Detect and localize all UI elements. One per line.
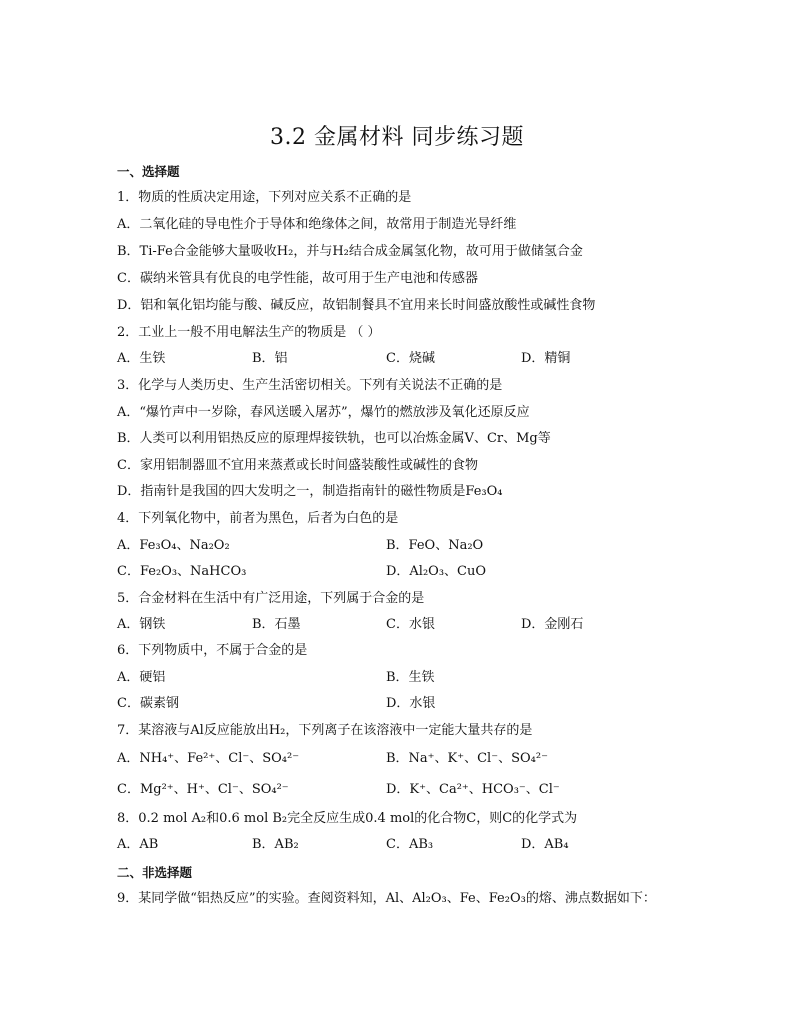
question-3-stem: 3．化学与人类历史、生产生活密切相关。下列有关说法不正确的是: [117, 378, 503, 393]
question-7-option-a: A．NH₄⁺、Fe²⁺、Cl⁻、SO₄²⁻: [117, 751, 300, 766]
question-8-option-b: B．AB₂: [252, 837, 299, 852]
question-1-option-a: A．二氧化硅的导电性介于导体和绝缘体之间，故常用于制造光导纤维: [117, 217, 517, 232]
question-1-stem: 1．物质的性质决定用途，下列对应关系不正确的是: [117, 190, 412, 205]
section-heading-choice: 一、选择题: [117, 164, 180, 179]
question-6-option-b: B．生铁: [386, 670, 435, 685]
question-4-option-d: D．Al₂O₃、CuO: [386, 564, 487, 579]
question-7-stem: 7．某溶液与Al反应能放出H₂，下列离子在该溶液中一定能大量共存的是: [117, 723, 533, 738]
question-4-option-b: B．FeO、Na₂O: [386, 538, 484, 553]
question-2-option-b: B．铝: [252, 351, 288, 366]
question-6-stem: 6．下列物质中，不属于合金的是: [117, 643, 308, 658]
question-4-option-a: A．Fe₃O₄、Na₂O₂: [117, 538, 230, 553]
question-5-option-b: B．石墨: [252, 617, 301, 632]
question-7-option-d: D．K⁺、Ca²⁺、HCO₃⁻、Cl⁻: [386, 782, 560, 797]
question-3-option-b: B．人类可以利用铝热反应的原理焊接铁轨，也可以冶炼金属V、Cr、Mg等: [117, 431, 551, 446]
question-5-option-c: C．水银: [386, 617, 435, 632]
question-8-stem: 8．0.2 mol A₂和0.6 mol B₂完全反应生成0.4 mol的化合物C，则C的化学式为: [117, 811, 578, 826]
question-3-option-a: A．“爆竹声中一岁除，春风送暖入屠苏”，爆竹的燃放涉及氧化还原反应: [117, 405, 530, 420]
question-9-stem: 9．某同学做“铝热反应”的实验。查阅资料知，Al、Al₂O₃、Fe、Fe₂O₃的熔、沸点数据如下：: [117, 891, 656, 906]
question-5-stem: 5．合金材料在生活中有广泛用途，下列属于合金的是: [117, 591, 425, 606]
section-heading-nonchoice: 二、非选择题: [117, 865, 193, 880]
question-5-option-a: A．钢铁: [117, 617, 166, 632]
question-6-option-c: C．碳素钢: [117, 696, 179, 711]
question-8-option-a: A．AB: [117, 837, 159, 852]
question-7-option-c: C．Mg²⁺、H⁺、Cl⁻、SO₄²⁻: [117, 782, 289, 797]
question-2-stem: 2．工业上一般不用电解法生产的物质是 （ ）: [117, 325, 381, 340]
question-3-option-d: D．指南针是我国的四大发明之一，制造指南针的磁性物质是Fe₃O₄: [117, 484, 503, 499]
question-7-option-b: B．Na⁺、K⁺、Cl⁻、SO₄²⁻: [386, 751, 548, 766]
question-4-option-c: C．Fe₂O₃、NaHCO₃: [117, 564, 247, 579]
question-4-stem: 4．下列氧化物中，前者为黑色，后者为白色的是: [117, 511, 399, 526]
question-8-option-c: C．AB₃: [386, 837, 434, 852]
question-2-option-d: D．精铜: [521, 351, 571, 366]
question-2-option-c: C．烧碱: [386, 351, 435, 366]
question-6-option-d: D．水银: [386, 696, 436, 711]
question-1-option-b: B．Ti-Fe合金能够大量吸收H₂，并与H₂结合成金属氢化物，故可用于做储氢合金: [117, 244, 583, 259]
question-3-option-c: C．家用铝制器皿不宜用来蒸煮或长时间盛装酸性或碱性的食物: [117, 458, 478, 473]
page-title: 3.2 金属材料 同步练习题: [270, 125, 524, 150]
question-5-option-d: D．金刚石: [521, 617, 584, 632]
question-2-option-a: A．生铁: [117, 351, 166, 366]
question-1-option-c: C．碳纳米管具有优良的电学性能，故可用于生产电池和传感器: [117, 271, 478, 286]
question-6-option-a: A．硬铝: [117, 670, 166, 685]
question-1-option-d: D．铝和氧化铝均能与酸、碱反应，故铝制餐具不宜用来长时间盛放酸性或碱性食物: [117, 298, 596, 313]
question-8-option-d: D．AB₄: [521, 837, 569, 852]
